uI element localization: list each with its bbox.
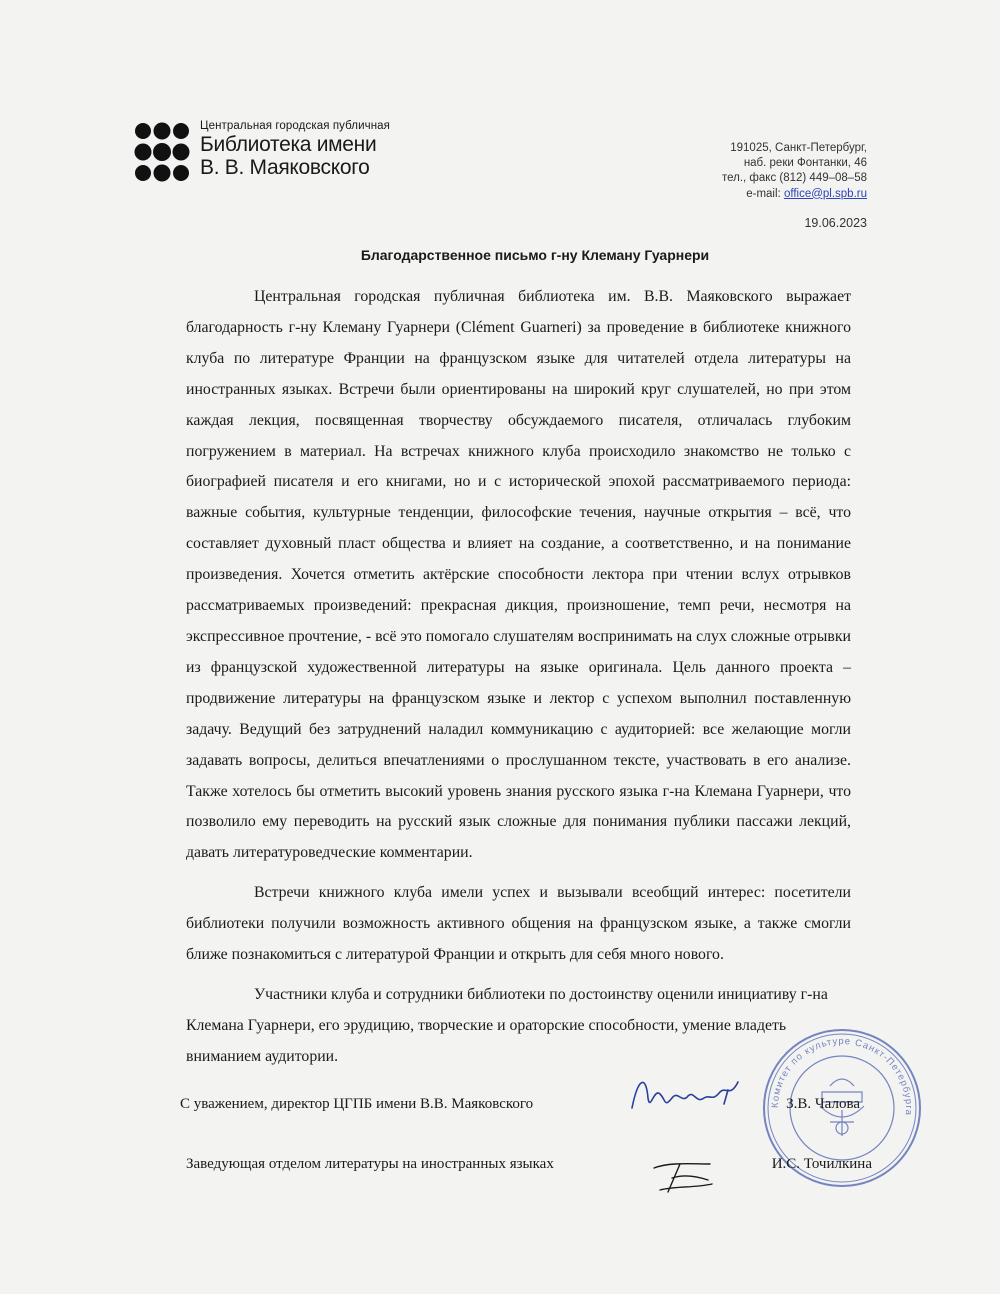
phone: тел., факс (812) 449–08–58: [721, 172, 867, 185]
email-line: [722, 187, 867, 202]
email-label: e-mail:: [746, 187, 784, 200]
signatory-role: Заведующая отделом литературы на иностранных языках: [186, 1156, 554, 1172]
letter-title: Благодарственное письмо г-ну Клеману Гуарнери: [360, 247, 710, 263]
paragraph-3: Участники клуба и сотрудники библиотеки по достоинству оценили инициативу г-на Клемана Гуарнери, его эрудицию, творческие и ораторские способности, умение владеть вниманием аудитории.: [186, 985, 828, 1065]
handwritten-signature-icon: [628, 1068, 748, 1120]
library-logo-icon: [134, 121, 190, 183]
stamp-text: Комитет по культуре Санкт-Петербурга: [769, 1035, 915, 1117]
org-line-2: Библиотека имени: [200, 133, 377, 156]
signatory-name: З.В. Чалова: [786, 1096, 860, 1112]
contact-block: [722, 141, 867, 202]
email-link[interactable]: office@pl.spb.ru: [783, 187, 867, 200]
signatory-name: И.С. Точилкина: [771, 1156, 872, 1172]
address: 191025, Санкт-Петербург,: [730, 142, 867, 154]
letter-date: 19.06.2023: [804, 216, 867, 230]
paragraph-1: Центральная городская публичная библиотека им. В.В. Маяковского выражает благодарность г-ну Клеману Гуарнери (Clément Guarneri) за проведение в библиотеке книжного клуба по литературе Франции на французском языке для читателей отдела литературы на иностранных языках. Встречи были ориентированы на широкий круг слушателей, но при этом каждая лекция, посвященная творчеству обсуждаемого писателя, отличалась глубоким погружением в материал. На встречах книжного клуба происходило знакомство не только с биографией писателя и его книгами, но и с исторической эпохой рассматриваемого периода: важные события, культурные тенденции, философские течения, научные открытия – всё, что составляет духовный пласт общества и влияет на создание, а соответственно, и на понимание произведения. Хочется отметить актёрские способности лектора при чтении вслух отрывков рассматриваемых произведений: прекрасная дикция, произношение, темп речи, несмотря на экспрессивное прочтение, - всё это помогало слушателям воспринимать на слух сложные отрывки из французской художественной литературы на языке оригинала. Цель данного проекта – продвижение литературы на французском языке и лектор с успехом выполнил поставленную задачу. Ведущий без затруднений наладил коммуникацию с аудиторией: все желающие могли задавать вопросы, делиться впечатлениями о прослушанном тексте, участвовать в его анализе. Также хотелось бы отметить высокий уровень знания русского языка г-на Клемана Гуарнери, что позволило ему переводить на русский язык сложные для понимания публики пассажи лекций, давать литературоведческие комментарии.: [186, 288, 851, 862]
org-line-3: В. В. Маяковского: [200, 156, 370, 179]
letter-body: [186, 282, 851, 1073]
handwritten-signature-icon: [650, 1158, 720, 1198]
signatory-role: С уважением, директор ЦГПБ имени В.В. Маяковского: [180, 1096, 534, 1112]
street: наб. реки Фонтанки, 46: [743, 157, 867, 170]
paragraph-2: Встречи книжного клуба имели успех и вызывали всеобщий интерес: посетители библиотеки получили возможность активного общения на французском языке, а также смогли ближе познакомиться с литературой Франции и открыть для себя много нового.: [186, 884, 851, 964]
org-line-1: Центральная городская публичная: [200, 120, 390, 132]
organization-name: [200, 119, 390, 179]
